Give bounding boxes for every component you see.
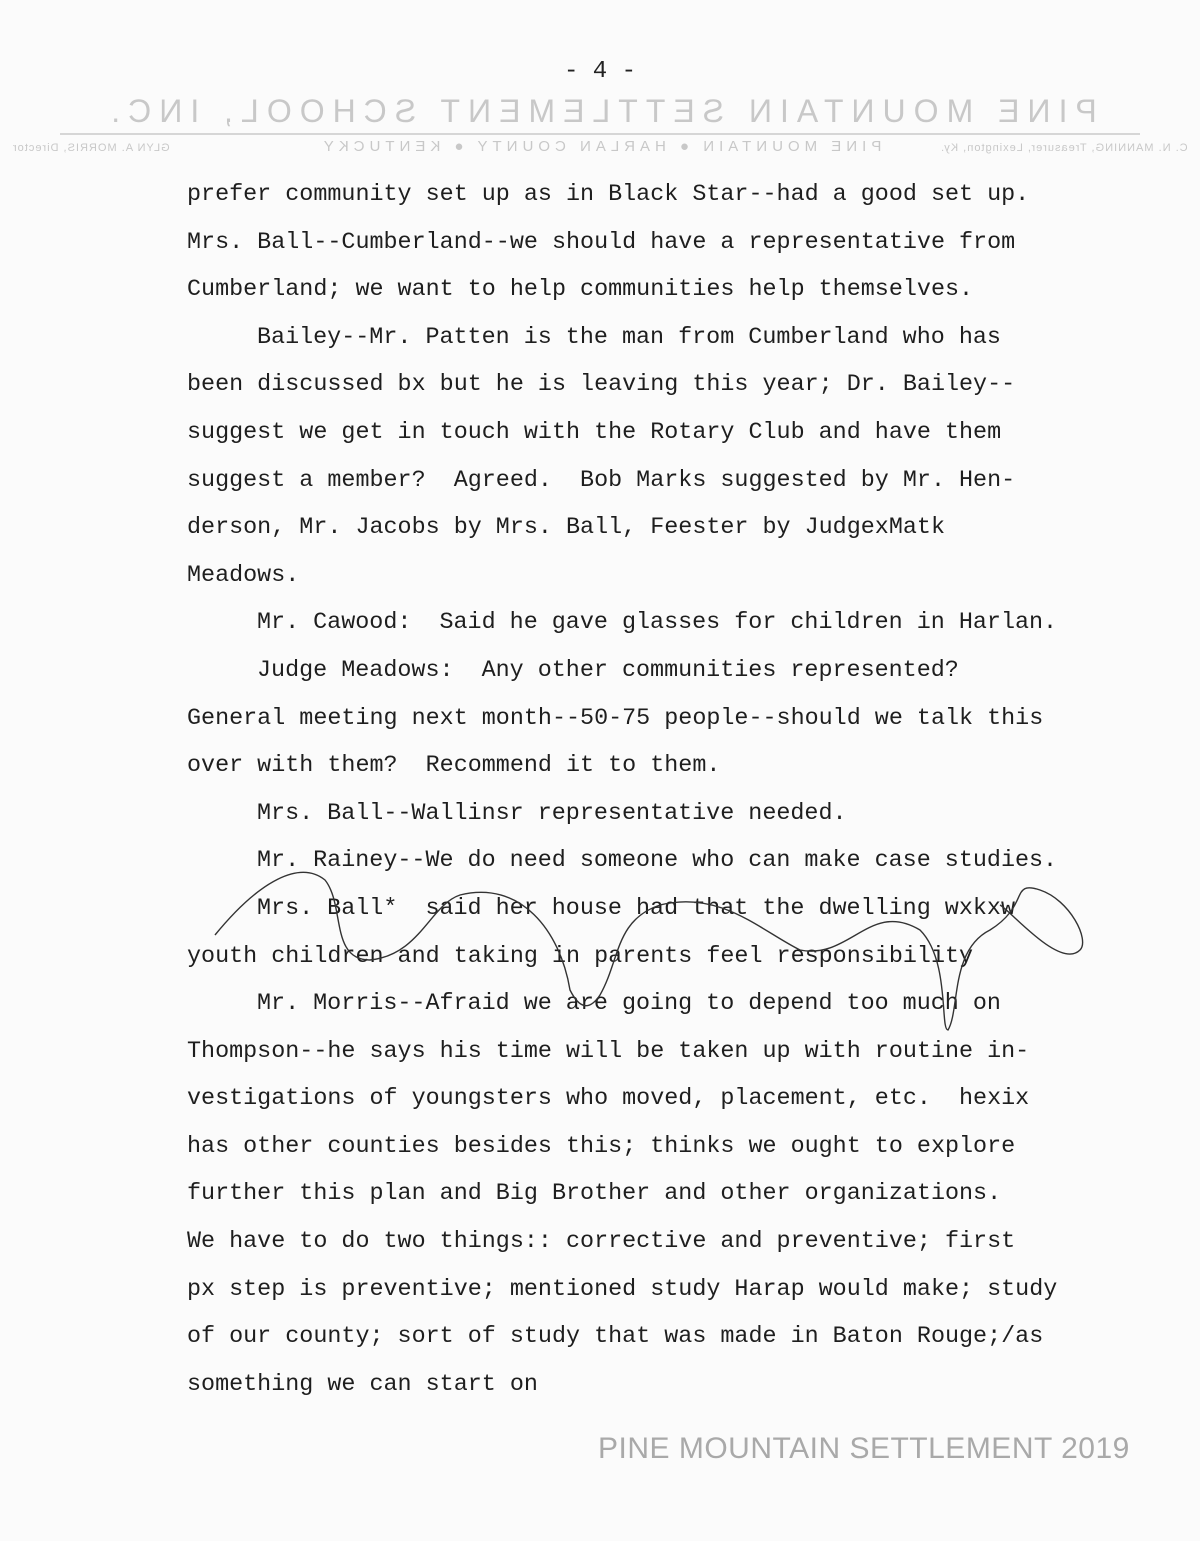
text-line: suggest we get in touch with the Rotary Club and have them (187, 419, 1002, 446)
text-line: prefer community set up as in Black Star--had a good set up. (187, 182, 1030, 208)
archive-watermark: PINE MOUNTAIN SETTLEMENT 2019 (598, 1432, 1130, 1465)
letterhead-address: PINE MOUNTAIN ● HARLAN COUNTY ● KENTUCKY (318, 138, 882, 155)
text-line: vestigations of youngsters who moved, placement, etc. hexix (187, 1086, 1030, 1113)
text-line: further this plan and Big Brother and other organizations. (187, 1181, 1002, 1208)
text-line: px step is preventive; mentioned study Harap would make; study (187, 1276, 1058, 1303)
text-line: Judge Meadows: Any other communities represented? (257, 657, 959, 684)
text-line: something we can start on (187, 1371, 538, 1398)
text-line: Thompson--he says his time will be taken up with routine in- (187, 1038, 1030, 1065)
text-line: youth children and taking in parents feel responsibility (187, 943, 974, 970)
text-line: Mrs. Ball--Wallinsr representative needed. (257, 800, 847, 827)
letterhead-treasurer: C. N. MANNING, Treasurer, Lexington, Ky. (940, 142, 1188, 154)
text-line: of our county; sort of study that was made in Baton Rouge;/as (187, 1324, 1044, 1351)
text-line: Mr. Rainey--We do need someone who can make case studies. (257, 848, 1058, 875)
letterhead-name: PINE MOUNTAIN SETTLEMENT SCHOOL, INC. (103, 93, 1097, 129)
text-line: over with them? Recommend it to them. (187, 753, 721, 780)
text-line: Bailey--Mr. Patten is the man from Cumberland who has (257, 324, 1001, 351)
text-line: General meeting next month--50-75 people--should we talk this (187, 705, 1044, 732)
text-line: Meadows. (187, 562, 300, 589)
text-line: suggest a member? Agreed. Bob Marks suggested by Mr. Hen- (187, 467, 1016, 494)
letterhead-rule (60, 133, 1140, 135)
text-line: Mrs. Ball--Cumberland--we should have a representative from (187, 229, 1016, 256)
typed-minutes-text (187, 172, 1057, 1409)
text-line: Mrs. Ball* said her house had that the dwelling wxkxw (257, 895, 1015, 922)
text-line: Mr. Morris--Afraid we are going to depend too much on (257, 991, 1001, 1018)
letterhead-director: GLYN A. MORRIS, Director (12, 142, 170, 154)
text-line: Mr. Cawood: Said he gave glasses for children in Harlan. (257, 610, 1058, 637)
page-number: - 4 - (563, 58, 636, 85)
text-line: been discussed bx but he is leaving this year; Dr. Bailey-- (187, 372, 1016, 399)
text-line: We have to do two things:: corrective and preventive; first (187, 1229, 1016, 1256)
text-line: has other counties besides this; thinks we ought to explore (187, 1133, 1016, 1160)
text-line: Cumberland; we want to help communities help themselves. (187, 277, 974, 304)
text-line: derson, Mr. Jacobs by Mrs. Ball, Feester by JudgexMatk (187, 515, 945, 542)
